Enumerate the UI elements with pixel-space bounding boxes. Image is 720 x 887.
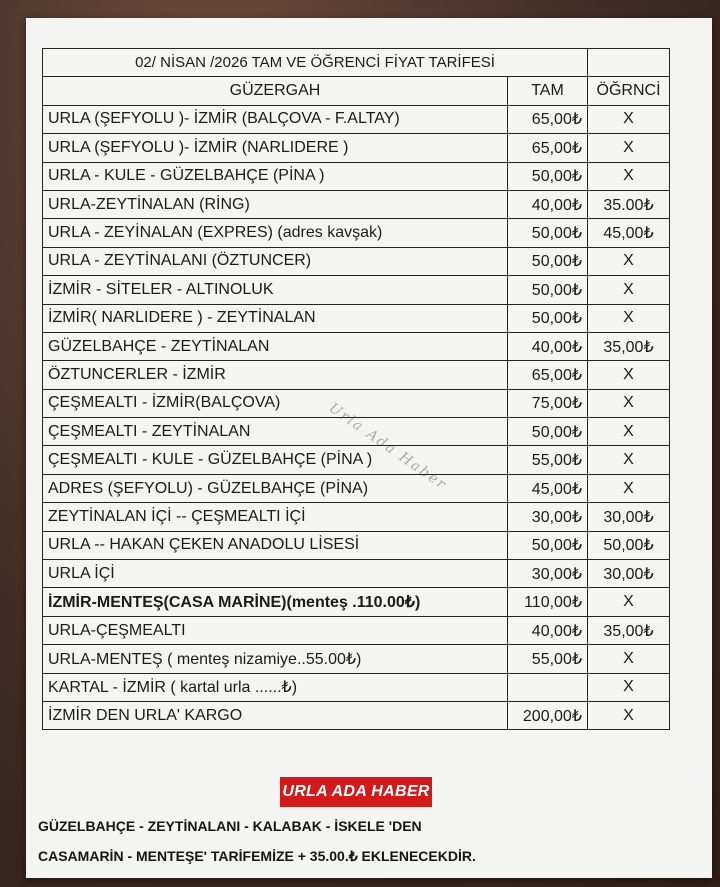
- route-cell: URLA-ZEYTİNALAN (RİNG): [43, 190, 508, 218]
- table-row: [43, 276, 670, 304]
- full-price-cell: 110,00₺: [508, 588, 588, 616]
- table-row: [43, 304, 670, 332]
- full-price-column-header: TAM: [508, 77, 588, 105]
- table-row: [43, 616, 670, 644]
- tariff-table: [42, 48, 670, 730]
- full-price-cell: 65,00₺: [508, 105, 588, 133]
- full-price-cell: 75,00₺: [508, 389, 588, 417]
- full-price-cell: 40,00₺: [508, 190, 588, 218]
- table-row: [43, 105, 670, 133]
- table-row: [43, 474, 670, 502]
- student-price-cell: X: [588, 701, 670, 729]
- header-row: [43, 77, 670, 105]
- student-price-cell: X: [588, 389, 670, 417]
- title-row: [43, 49, 670, 77]
- title-blank-cell: [588, 49, 670, 77]
- table-row: [43, 531, 670, 559]
- route-cell: ZEYTİNALAN İÇİ -- ÇEŞMEALTI İÇİ: [43, 503, 508, 531]
- student-price-cell: X: [588, 474, 670, 502]
- full-price-cell: 50,00₺: [508, 418, 588, 446]
- full-price-cell: 30,00₺: [508, 503, 588, 531]
- table-row: [43, 134, 670, 162]
- student-price-cell: X: [588, 162, 670, 190]
- full-price-cell: 50,00₺: [508, 531, 588, 559]
- student-price-cell: X: [588, 105, 670, 133]
- student-price-cell: 30,00₺: [588, 503, 670, 531]
- route-cell: URLA -- HAKAN ÇEKEN ANADOLU LİSESİ: [43, 531, 508, 559]
- student-price-cell: X: [588, 673, 670, 701]
- route-cell: ÇEŞMEALTI - İZMİR(BALÇOVA): [43, 389, 508, 417]
- route-cell: URLA - ZEYTİNALANI (ÖZTUNCER): [43, 247, 508, 275]
- table-row: [43, 645, 670, 673]
- student-price-cell: X: [588, 134, 670, 162]
- student-price-cell: 35.00₺: [588, 190, 670, 218]
- full-price-cell: 45,00₺: [508, 474, 588, 502]
- route-cell: ÇEŞMEALTI - KULE - GÜZELBAHÇE (PİNA ): [43, 446, 508, 474]
- student-price-cell: 35,00₺: [588, 616, 670, 644]
- route-column-header: GÜZERGAH: [43, 77, 508, 105]
- student-price-cell: 50,00₺: [588, 531, 670, 559]
- route-cell: URLA (ŞEFYOLU )- İZMİR (NARLIDERE ): [43, 134, 508, 162]
- route-cell: KARTAL - İZMİR ( kartal urla ......₺): [43, 673, 508, 701]
- student-price-cell: X: [588, 304, 670, 332]
- footnote-line-2: CASAMARİN - MENTEŞE' TARİFEMİZE + 35.00.₺ EKLENECEKDİR.: [38, 848, 476, 864]
- route-cell: URLA İÇİ: [43, 560, 508, 588]
- student-price-cell: X: [588, 247, 670, 275]
- full-price-cell: 50,00₺: [508, 219, 588, 247]
- full-price-cell: 40,00₺: [508, 332, 588, 360]
- table-row: [43, 389, 670, 417]
- table-row: [43, 247, 670, 275]
- route-cell: URLA (ŞEFYOLU )- İZMİR (BALÇOVA - F.ALTAY): [43, 105, 508, 133]
- student-price-cell: X: [588, 276, 670, 304]
- student-price-cell: X: [588, 588, 670, 616]
- full-price-cell: 65,00₺: [508, 134, 588, 162]
- table-row: [43, 361, 670, 389]
- route-cell: İZMİR( NARLIDERE ) - ZEYTİNALAN: [43, 304, 508, 332]
- table-row: [43, 560, 670, 588]
- brand-logo: URLA ADA HABER: [280, 777, 432, 807]
- student-price-cell: 45,00₺: [588, 219, 670, 247]
- full-price-cell: 65,00₺: [508, 361, 588, 389]
- route-cell: ÇEŞMEALTI - ZEYTİNALAN: [43, 418, 508, 446]
- route-cell: GÜZELBAHÇE - ZEYTİNALAN: [43, 332, 508, 360]
- route-cell: İZMİR-MENTEŞ(CASA MARİNE)(menteş .110.00₺): [43, 588, 508, 616]
- full-price-cell: 50,00₺: [508, 247, 588, 275]
- route-cell: URLA - KULE - GÜZELBAHÇE (PİNA ): [43, 162, 508, 190]
- table-row: [43, 332, 670, 360]
- student-price-column-header: ÖĞRNCİ: [588, 77, 670, 105]
- full-price-cell: 50,00₺: [508, 162, 588, 190]
- table-row: [43, 446, 670, 474]
- full-price-cell: 200,00₺: [508, 701, 588, 729]
- student-price-cell: X: [588, 418, 670, 446]
- full-price-cell: 55,00₺: [508, 446, 588, 474]
- full-price-cell: [508, 673, 588, 701]
- table-row: [43, 673, 670, 701]
- route-cell: URLA - ZEYİNALAN (EXPRES) (adres kavşak): [43, 219, 508, 247]
- full-price-cell: 30,00₺: [508, 560, 588, 588]
- route-cell: İZMİR DEN URLA' KARGO: [43, 701, 508, 729]
- full-price-cell: 40,00₺: [508, 616, 588, 644]
- watermark-text: Urla Ada Haber: [325, 400, 450, 494]
- route-cell: URLA-MENTEŞ ( menteş nizamiye..55.00₺): [43, 645, 508, 673]
- route-cell: ADRES (ŞEFYOLU) - GÜZELBAHÇE (PİNA): [43, 474, 508, 502]
- student-price-cell: X: [588, 361, 670, 389]
- tariff-title: 02/ NİSAN /2026 TAM VE ÖĞRENCİ FİYAT TARİFESİ: [43, 49, 588, 77]
- footnote-line-1: GÜZELBAHÇE - ZEYTİNALANI - KALABAK - İSKELE 'DEN: [38, 818, 422, 834]
- table-row: [43, 219, 670, 247]
- route-cell: URLA-ÇEŞMEALTI: [43, 616, 508, 644]
- full-price-cell: 50,00₺: [508, 276, 588, 304]
- table-row: [43, 701, 670, 729]
- full-price-cell: 50,00₺: [508, 304, 588, 332]
- student-price-cell: X: [588, 446, 670, 474]
- route-cell: ÖZTUNCERLER - İZMİR: [43, 361, 508, 389]
- student-price-cell: X: [588, 645, 670, 673]
- table-row: [43, 162, 670, 190]
- table-row: [43, 503, 670, 531]
- route-cell: İZMİR - SİTELER - ALTINOLUK: [43, 276, 508, 304]
- full-price-cell: 55,00₺: [508, 645, 588, 673]
- table-row: [43, 190, 670, 218]
- student-price-cell: 35,00₺: [588, 332, 670, 360]
- table-row: [43, 588, 670, 616]
- student-price-cell: 30,00₺: [588, 560, 670, 588]
